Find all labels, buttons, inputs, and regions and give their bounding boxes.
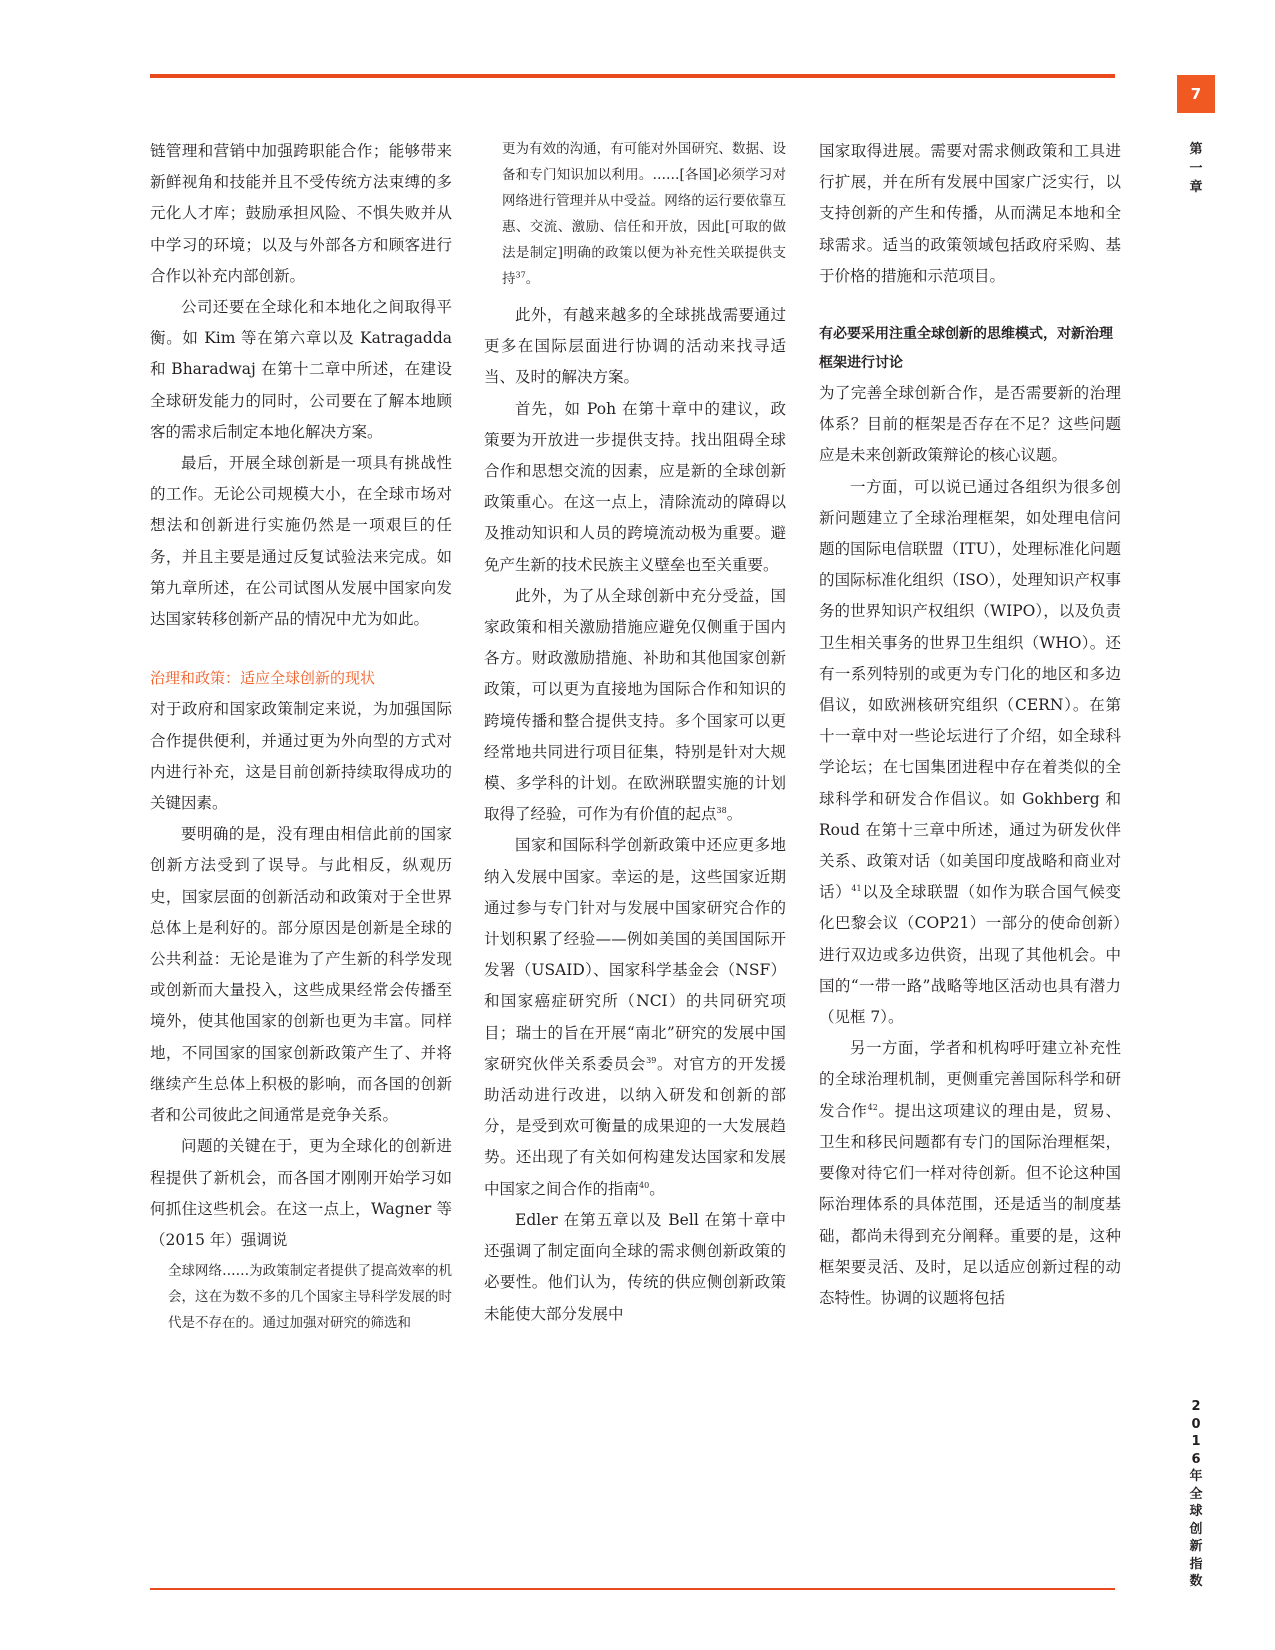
paragraph-text: 另一方面，学者和机构呼吁建立补充性的全球治理机制，更侧重完善国际科学和研发合作	[819, 1039, 1121, 1120]
block-quote: 全球网络……为政策制定者提供了提高效率的机会，这在为数不多的几个国家主导科学发展的时代是不存在的。通过加强对研究的筛选和	[168, 1263, 452, 1332]
paragraph	[819, 1033, 1121, 1314]
paragraph	[484, 581, 786, 831]
text-column-1	[150, 136, 452, 1340]
report-char: 新	[1189, 1539, 1203, 1554]
report-char: 数	[1189, 1574, 1203, 1589]
quote-end: 。	[525, 271, 540, 287]
footnote-ref: 38	[716, 806, 727, 816]
chapter-char: 一	[1189, 161, 1203, 176]
bottom-rule	[150, 1588, 1115, 1590]
report-char: 创	[1189, 1521, 1203, 1537]
text-column-3	[819, 136, 1121, 1314]
paragraph-text: 。对官方的开发援助活动进行改进，以纳入研发和创新的部分，是受到欢可衡量的成果迎的一大发展趋势。还出现了有关如何构建发达国家和发展中国家之间合作的指南	[484, 1054, 786, 1198]
report-title-vertical	[1184, 1398, 1208, 1591]
footnote-ref: 40	[639, 1180, 650, 1190]
report-char: 球	[1189, 1504, 1203, 1519]
quote-text: 更为有效的沟通，有可能对外国研究、数据、设备和专门知识加以利用。……[各国]必须学习对网络进行管理并从中受益。网络的运行要依靠互惠、交流、激励、信任和开放，因此[可取的做法是制定]明确的政策以便为补充性关联提供支持	[502, 141, 786, 287]
paragraph-text: 一方面，可以说已通过各组织为很多创新问题建立了全球治理框架，如处理电信问题的国际电信联盟（ITU），处理标准化问题的国际标准化组织（ISO），处理知识产权事务的世界知识产权组织（WIPO），以及负责卫生相关事务的世界卫生组织（WHO）。还有一系列特别的或更为专门化的地区和多边倡议，如欧洲核研究组织（CERN）。在第十一章中对一些论坛进行了介绍，如全球科学论坛；在七国集团进程中存在着类似的全球科学和研发合作倡议。如 Gokhberg 和 Roud 在第十三章中所述，通过为研发伙伴关系、政策对话（如美国印度战略和商业对话）	[819, 477, 1121, 902]
chapter-char: 第	[1189, 142, 1203, 157]
paragraph: 对于政府和国家政策制定来说，为加强国际合作提供便利，并通过更为外向型的方式对内进行补充，这是目前创新持续取得成功的关键因素。	[150, 700, 452, 813]
paragraph: 国家取得进展。需要对需求侧政策和工具进行扩展，并在所有发展中国家广泛实行，以支持创新的产生和传播，从而满足本地和全球需求。适当的政策领域包括政府采购、基于价格的措施和示范项目。	[819, 142, 1121, 285]
paragraph: 要明确的是，没有理由相信此前的国家创新方法受到了误导。与此相反，纵观历史，国家层面的创新活动和政策对于全世界总体上是利好的。部分原因是创新是全球的公共利益：无论是谁为了产生新的科学发现或创新而大量投入，这些成果经常会传播至境外，使其他国家的创新也更为丰富。同样地，不同国家的国家创新政策产生了、并将继续产生总体上积极的影响，而各国的创新者和公司彼此之间通常是竞争关系。	[150, 825, 452, 1125]
section-heading: 有必要采用注重全球创新的思维模式，对新治理框架进行讨论	[819, 326, 1113, 372]
paragraph: 首先，如 Poh 在第十章中的建议，政策要为开放进一步提供支持。找出阻碍全球合作和思想交流的因素，应是新的全球创新政策重心。在这一点上，清除流动的障碍以及推动知识和人员的跨境流动极为重要。避免产生新的技术民族主义壁垒也至关重要。	[484, 399, 786, 574]
paragraph: 公司还要在全球化和本地化之间取得平衡。如 Kim 等在第六章以及 Katragadda 和 Bharadwaj 在第十二章中所述，在建设全球研发能力的同时，公司要在了解本地顾客的需求后制定本地化解决方案。	[150, 298, 452, 441]
paragraph-text: 此外，为了从全球创新中充分受益，国家政策和相关激励措施应避免仅侧重于国内各方。财政激励措施、补助和其他国家创新政策，可以更为直接地为国际合作和知识的跨境传播和整合提供支持。多个国家可以更经常地共同进行项目征集，特别是针对大规模、多学科的计划。在欧洲联盟实施的计划取得了经验，可作为有价值的起点	[484, 586, 786, 824]
report-char: 全	[1189, 1486, 1203, 1502]
paragraph: 此外，有越来越多的全球挑战需要通过更多在国际层面进行协调的活动来找寻适当、及时的解决方案。	[484, 306, 786, 387]
paragraph: 为了完善全球创新合作，是否需要新的治理体系？目前的框架是否存在不足？这些问题应是未来创新政策辩论的核心议题。	[819, 384, 1121, 465]
chapter-label	[1184, 140, 1208, 197]
report-char: 指	[1189, 1556, 1203, 1572]
report-char: 6	[1191, 1451, 1201, 1467]
paragraph-end: 。提出这项建议的理由是，贸易、卫生和移民问题都有专门的国际治理框架，要像对待它们一样对待创新。但不论这种国际治理体系的具体范围，还是适当的制度基础，都尚未得到充分阐释。重要的是，这种框架要灵活、及时，足以适应创新过程的动态特性。协调的议题将包括	[819, 1101, 1121, 1307]
report-char: 0	[1191, 1416, 1201, 1432]
footnote-ref: 42	[867, 1102, 878, 1112]
paragraph: Edler 在第五章以及 Bell 在第十章中还强调了制定面向全球的需求侧创新政策的必要性。他们认为，传统的供应侧创新政策未能使大部分发展中	[484, 1210, 786, 1323]
paragraph-text: 国家和国际科学创新政策中还应更多地纳入发展中国家。幸运的是，这些国家近期通过参与专门针对与发展中国家研究合作的计划积累了经验——例如美国的美国国际开发署（USAID）、国家科学基金会（NSF）和国家癌症研究所（NCI）的共同研究项目；瑞士的旨在开展“南北”研究的发展中国家研究伙伴关系委员会	[484, 836, 786, 1073]
report-char: 2	[1191, 1399, 1201, 1414]
paragraph-end: 以及全球联盟（如作为联合国气候变化巴黎会议（COP21）一部分的使命创新）进行双边或多边供资，出现了其他机会。中国的“一带一路”战略等地区活动也具有潜力（见框 7）。	[819, 883, 1121, 1027]
paragraph: 最后，开展全球创新是一项具有挑战性的工作。无论公司规模大小，在全球市场对想法和创新进行实施仍然是一项艰巨的任务，并且主要是通过反复试验法来完成。如第九章所述，在公司试图从发展中国家向发达国家转移创新产品的情况中尤为如此。	[150, 454, 452, 629]
page-number-badge: 7	[1177, 75, 1215, 113]
top-rule	[150, 74, 1115, 78]
section-heading: 治理和政策：适应全球创新的现状	[150, 669, 376, 688]
chapter-char: 章	[1189, 180, 1203, 195]
footnote-ref: 39	[646, 1055, 657, 1065]
block-quote	[502, 136, 786, 292]
paragraph	[819, 472, 1121, 1034]
report-char: 年	[1189, 1469, 1203, 1484]
paragraph: 链管理和营销中加强跨职能合作；能够带来新鲜视角和技能并且不受传统方法束缚的多元化人才库；鼓励承担风险、不惧失败并从中学习的环境；以及与外部各方和顾客进行合作以补充内部创新。	[150, 142, 452, 285]
footnote-ref: 37	[515, 270, 526, 280]
report-char: 1	[1191, 1434, 1201, 1449]
footnote-ref: 41	[851, 884, 862, 894]
paragraph-end: 。	[726, 805, 743, 824]
paragraph	[484, 830, 786, 1204]
paragraph-end: 。	[649, 1179, 665, 1198]
text-column-2	[484, 136, 786, 1330]
paragraph: 问题的关键在于，更为全球化的创新进程提供了新机会，而各国才刚刚开始学习如何抓住这些机会。在这一点上，Wagner 等（2015 年）强调说	[150, 1137, 452, 1249]
